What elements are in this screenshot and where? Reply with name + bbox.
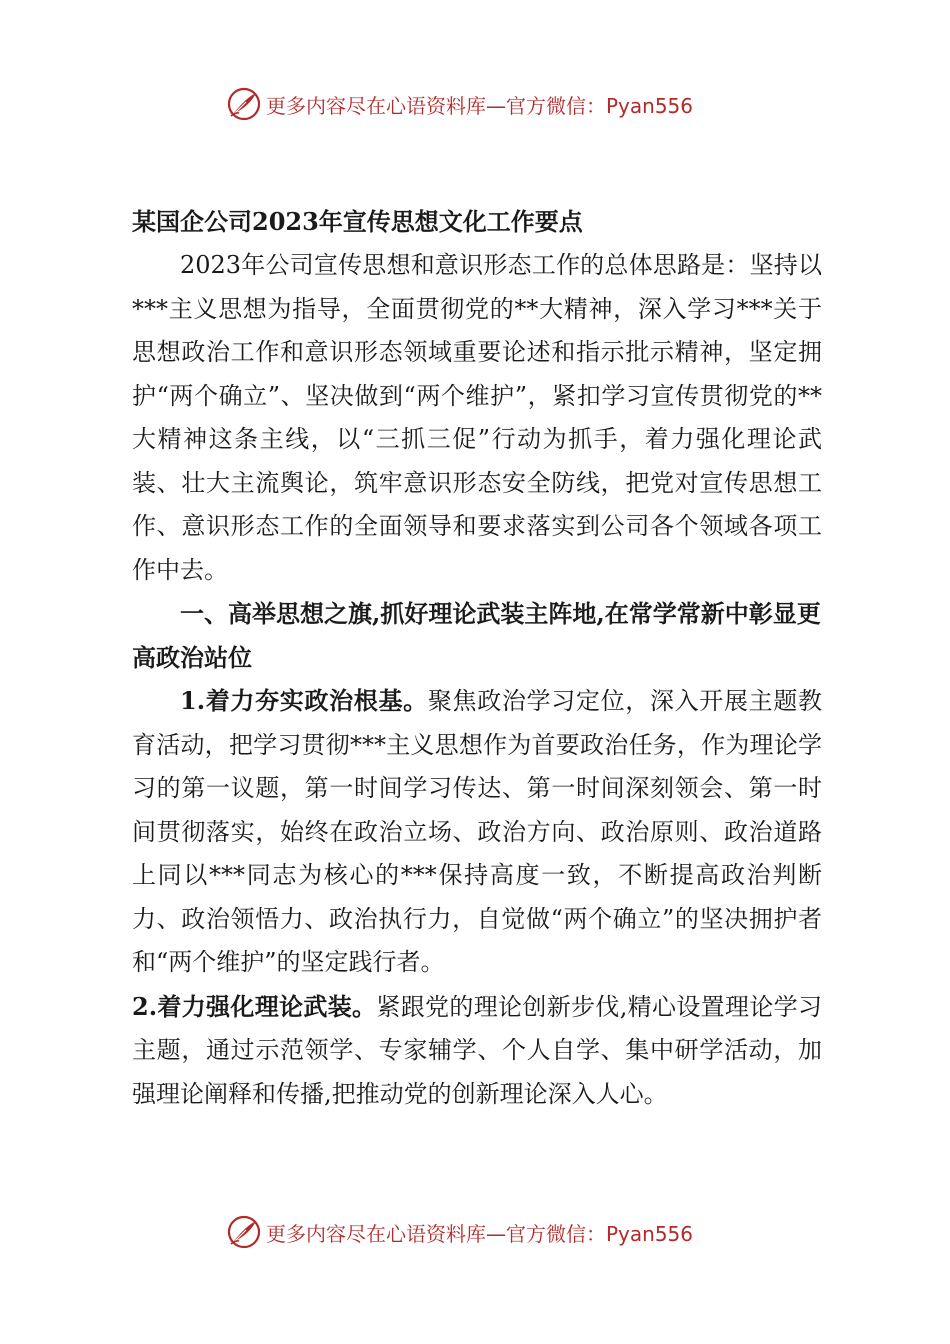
watermark-text: 更多内容尽在心语资料库—官方微信：Pyan556 [266,1221,694,1246]
document-title: 某国企公司2023年宣传思想文化工作要点 [132,207,583,236]
feather-pen-circle-icon [226,1214,262,1250]
item-2-body: 紧跟党的理论创新步伐,精心设置理论学习主题，通过示范领学、专家辅学、个人自学、集中研学活动，加强理论阐释和传播,把推动党的创新理论深入人心。 [132,992,822,1108]
item-1-body: 聚焦政治学习定位，深入开展主题教育活动，把学习贯彻***主义思想作为首要政治任务，作为理论学习的第一议题，第一时间学习传达、第一时间深刻领会、第一时间贯彻落实，始终在政治立场、政治方向、政治原则、政治道路上同以***同志为核心的***保持高度一致，不断提高政治判断力、政治领悟力、政治执行力，自觉做“两个确立”的坚决拥护者和“两个维护”的坚定践行者。 [132,687,823,976]
footer-watermark [226,1212,746,1252]
item-2-paragraph [132,985,822,1117]
intro-paragraph: 2023年公司宣传思想和意识形态工作的总体思路是：坚持以***主义思想为指导，全面贯彻党的**大精神，深入学习***关于思想政治工作和意识形态领域重要论述和指示批示精神，坚定拥护“两个确立”、坚决做到“两个维护”，紧扣学习宣传贯彻党的**大精神这条主线，以“三抓三促”行动为抓手，着力强化理论武装、壮大主流舆论，筑牢意识形态安全防线，把党对宣传思想工作、意识形态工作的全面领导和要求落实到公司各个领域各项工作中去。 [132,251,822,584]
header-watermark [226,84,746,124]
item-2-title: 2.着力强化理论武装。 [132,991,377,1021]
feather-pen-circle-icon [226,86,262,122]
document-body [132,200,822,1116]
watermark-text: 更多内容尽在心语资料库—官方微信：Pyan556 [266,93,694,118]
section-heading: 一、高举思想之旗,抓好理论武装主阵地,在常学常新中彰显更高政治站位 [132,599,821,672]
item-1-paragraph [132,679,822,985]
item-1-title: 1.着力夯实政治根基。 [180,686,428,715]
